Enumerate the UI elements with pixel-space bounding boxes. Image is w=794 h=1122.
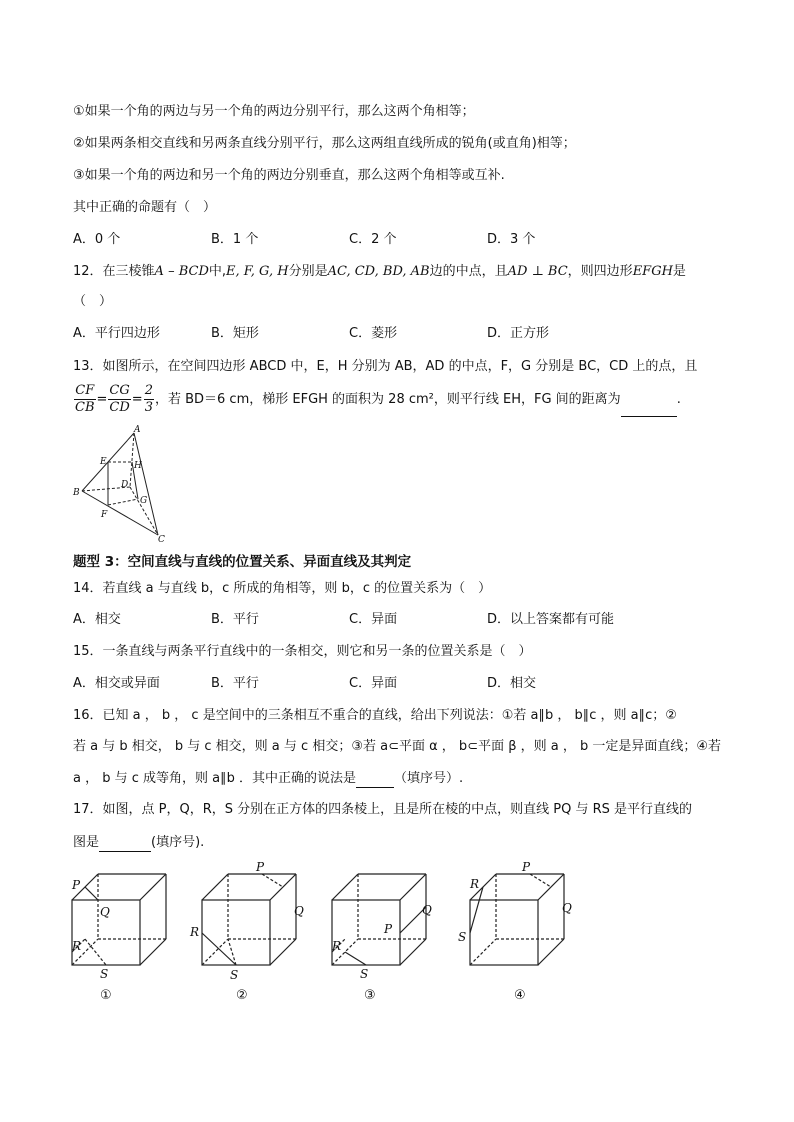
label-d: D bbox=[121, 480, 129, 490]
cube3-label-p: P bbox=[384, 922, 393, 936]
cube-2 bbox=[202, 874, 296, 965]
q14-options bbox=[73, 611, 733, 629]
q12-option-c: C．菱形 bbox=[349, 326, 398, 341]
label-g: G bbox=[140, 496, 148, 506]
q16-line-1: 16．已知 a ， b ， c 是空间中的三条相互不重合的直线，给出下列说法：①若 a∥b ， b∥c ，则 a∥c；② bbox=[73, 708, 677, 723]
cube3-label-s: S bbox=[360, 967, 369, 981]
fraction-cg-cd: $\frac{CG}{CD}$ bbox=[109, 383, 130, 415]
cube2-label-r: R bbox=[190, 925, 200, 939]
q12-option-b: B．矩形 bbox=[211, 326, 259, 341]
q11-option-d: D．3 个 bbox=[487, 232, 536, 247]
fraction-2-3: $\frac{2}{3}$ bbox=[144, 383, 153, 415]
caption-2: ② bbox=[236, 988, 248, 1003]
q15-option-a: A．相交或异面 bbox=[73, 676, 160, 691]
q14-option-b: B．平行 bbox=[211, 612, 259, 627]
q13-line-2: $\frac{CF}{CB}$ = $\frac{CG}{CD}$ = $\frac{2}{3}$ ，若 BD＝6 cm，梯形 EFGH 的面积为 28 cm²，则平行线 EH，FG 间的距离为 . bbox=[75, 383, 681, 415]
answer-blank bbox=[621, 382, 677, 417]
q16-line-2: 若 a 与 b 相交， b 与 c 相交，则 a 与 c 相交；③若 a⊂平面 α ， b⊂平面 β ，则 a ， b 一定是异面直线；④若 bbox=[73, 739, 722, 754]
caption-3: ③ bbox=[364, 988, 376, 1003]
label-f: F bbox=[101, 510, 108, 520]
q12-option-d: D．正方形 bbox=[487, 326, 550, 341]
q15-stem: 15．一条直线与两条平行直线中的一条相交，则它和另一条的位置关系是（ ） bbox=[73, 644, 532, 659]
cube1-label-s: S bbox=[100, 967, 109, 981]
cube2-label-q: Q bbox=[294, 904, 304, 918]
q12-paren: （ ） bbox=[73, 294, 113, 309]
q17-line-1: 17．如图，点 P，Q，R，S 分别在正方体的四条棱上，且是所在棱的中点，则直线 PQ 与 RS 是平行直线的 bbox=[73, 802, 693, 817]
q14-stem: 14．若直线 a 与直线 b，c 所成的角相等，则 b，c 的位置关系为（ ） bbox=[73, 581, 492, 596]
q15-option-b: B．平行 bbox=[211, 676, 259, 691]
q12-options bbox=[73, 325, 733, 343]
q15-options bbox=[73, 675, 733, 693]
q14-option-d: D．以上答案都有可能 bbox=[487, 612, 615, 627]
q12-option-a: A．平行四边形 bbox=[73, 326, 160, 341]
q11-statement-1: ①如果一个角的两边与另一个角的两边分别平行，那么这两个角相等； bbox=[73, 104, 475, 119]
cube2-label-s: S bbox=[230, 968, 239, 982]
answer-blank bbox=[356, 769, 394, 788]
q11-option-c: C．2 个 bbox=[349, 232, 397, 247]
cube1-label-q: Q bbox=[100, 905, 110, 919]
q11-question: 其中正确的命题有（ ） bbox=[73, 200, 217, 215]
label-e: E bbox=[100, 457, 107, 467]
q15-option-d: D．相交 bbox=[487, 676, 537, 691]
q11-options bbox=[73, 231, 733, 249]
q14-option-a: A．相交 bbox=[73, 612, 121, 627]
q11-option-b: B．1 个 bbox=[211, 232, 259, 247]
q11-option-a: A．0 个 bbox=[73, 232, 121, 247]
label-h: H bbox=[134, 461, 142, 471]
q16-line-3: a ， b 与 c 成等角，则 a∥b ．其中正确的说法是 （填序号）. bbox=[73, 771, 464, 786]
cube1-label-p: P bbox=[72, 878, 81, 892]
cube4-label-q: Q bbox=[562, 901, 572, 915]
cube1-label-r: R bbox=[72, 939, 82, 953]
caption-4: ④ bbox=[514, 988, 526, 1003]
tetrahedron-figure bbox=[70, 425, 180, 543]
q11-statement-3: ③如果一个角的两边和另一个角的两边分别垂直，那么这两个角相等或互补. bbox=[73, 168, 505, 183]
cube4-label-r: R bbox=[470, 877, 480, 891]
cube4-label-s: S bbox=[458, 930, 467, 944]
q14-option-c: C．异面 bbox=[349, 612, 398, 627]
cube-3 bbox=[332, 874, 426, 965]
q17-line-2: 图是 (填序号). bbox=[73, 835, 205, 850]
label-b: B bbox=[73, 488, 80, 498]
q13-line-1: 13．如图所示，在空间四边形 ABCD 中，E，H 分别为 AB，AD 的中点，F，G 分别是 BC，CD 上的点，且 bbox=[73, 359, 698, 374]
cube2-label-p: P bbox=[256, 860, 265, 874]
q15-option-c: C．异面 bbox=[349, 676, 398, 691]
label-a: A bbox=[134, 425, 141, 435]
label-c: C bbox=[158, 535, 165, 543]
cube3-label-r: R bbox=[332, 939, 342, 953]
section-heading: 题型 3：空间直线与直线的位置关系、异面直线及其判定 bbox=[73, 554, 412, 570]
cube-4 bbox=[470, 874, 564, 965]
caption-1: ① bbox=[100, 988, 112, 1003]
cube-1 bbox=[72, 874, 166, 965]
fraction-cf-cb: $\frac{CF}{CB}$ bbox=[75, 383, 95, 415]
cube-figures bbox=[60, 858, 620, 1006]
cube4-label-p: P bbox=[522, 860, 531, 874]
answer-blank bbox=[99, 833, 151, 852]
q12-stem: 12．在三棱锥A – BCD中,E, F, G, H分别是AC, CD, BD, AB边的中点，且AD ⊥ BC，则四边形EFGH是 bbox=[73, 264, 686, 279]
q11-statement-2: ②如果两条相交直线和另两条直线分别平行，那么这两组直线所成的锐角(或直角)相等； bbox=[73, 136, 576, 151]
cube3-label-q: Q bbox=[422, 903, 432, 917]
